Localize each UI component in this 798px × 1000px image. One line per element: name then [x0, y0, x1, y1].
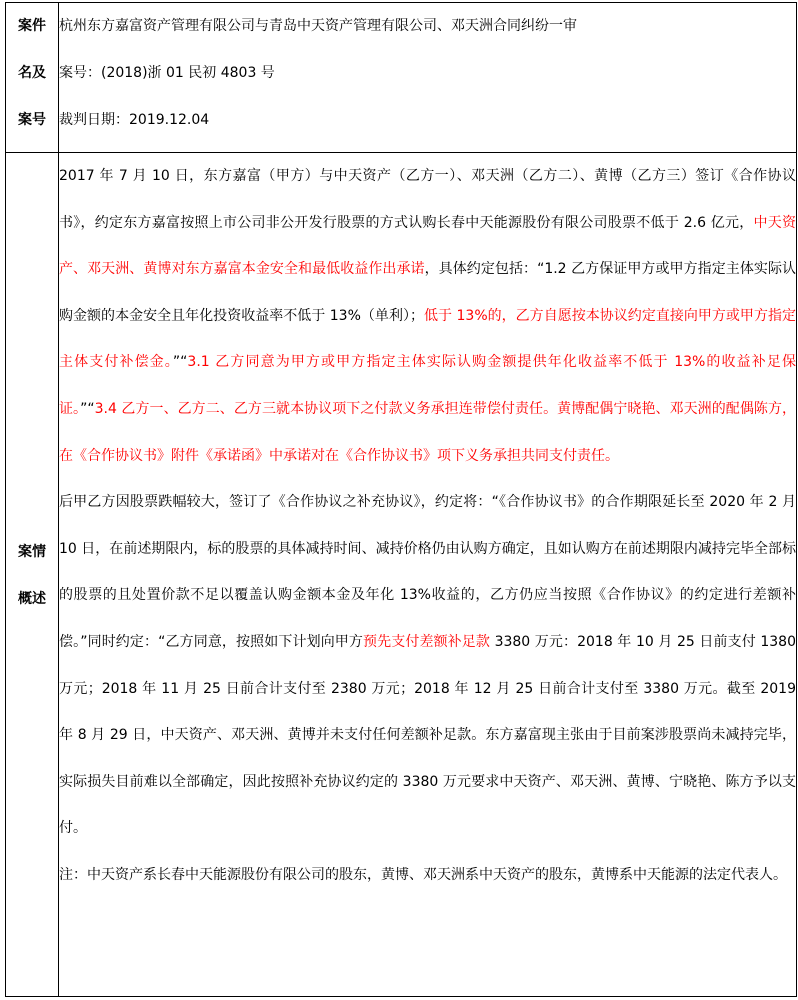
case-summary-content	[59, 153, 797, 997]
p1-seg-highlight: 低于 13%的，乙方自愿按本协议约定直接向甲方或甲方指定主体支付补偿金。	[59, 307, 796, 371]
summary-paragraph-2	[59, 479, 796, 852]
summary-paragraph-1	[59, 153, 796, 479]
case-number: 案号：(2018)浙 01 民初 4803 号	[59, 65, 275, 81]
case-label-line-1: 案件	[18, 18, 46, 34]
case-table	[5, 2, 797, 997]
summary-label-line-1: 案情	[18, 544, 46, 560]
p1-seg: ，具体约定包括：“1.2 乙方保证甲方或甲方指定主体实际认购金额的本金安全且年化投资收益率不低于 13%（单利）；	[59, 261, 796, 324]
p1-seg-highlight: 中天资产、邓天洲、黄博对东方嘉富本金安全和最低收益作出承诺	[59, 214, 797, 278]
p2-seg: 后甲乙方因股票跌幅较大，签订了《合作协议之补充协议》，约定将：“《合作协议书》的合作期限延长至 2020 年 2 月 10 日，在前述期限内，标的股票的具体减持时间、减持价格仍由认购方确定，且如认购方在前述期限内减持完毕全部标的股票的且处置价款不足以覆盖认购金额本金及年化 13%收益的，乙方仍应当按照《合作协议》的约定进行差额补偿。”同时约定：“乙方同意，按照如下计划向甲方	[59, 494, 796, 650]
summary-note: 注：中天资产系长春中天能源股份有限公司的股东，黄博、邓天洲系中天资产的股东，黄博系中天能源的法定代表人。	[59, 866, 787, 883]
case-header-row	[6, 3, 797, 153]
p1-seg-highlight: 3.4 乙方一、乙方二、乙方三就本协议项下之付款义务承担连带偿付责任。黄博配偶宁晓艳、邓天洲的配偶陈方，在《合作协议书》附件《承诺函》中承诺对在《合作协议书》项下义务承担共同支付责任。	[59, 400, 797, 464]
p1-seg-highlight: 3.1 乙方同意为甲方或甲方指定主体实际认购金额提供年化收益率不低于 13%的收益补足保证。	[59, 354, 797, 417]
p2-seg-highlight: 预先支付差额补足款	[363, 633, 491, 650]
p2-seg: 3380 万元：2018 年 10 月 25 日前支付 1380 万元；2018 年 11 月 25 日前合计支付至 2380 万元；2018 年 12 月 25 日前合计支付至 3380 万元。截至 2019 年 8 月 29 日，中天资产、邓天洲、黄博并未支付任何差额补足款。东方嘉富现主张由于目前案涉股票尚未减持完毕，实际损失目前难以全部确定，因此按照补充协议约定的 3380 万元要求中天资产、邓天洲、黄博、宁晓艳、陈方予以支付。	[59, 633, 796, 837]
case-name-label-cell	[6, 3, 59, 153]
p1-seg: ”“	[172, 354, 188, 371]
case-header-content	[59, 3, 797, 153]
p1-seg: 2017 年 7 月 10 日，东方嘉富（甲方）与中天资产（乙方一）、邓天洲（乙方二）、黄博（乙方三）签订《合作协议书》，约定东方嘉富按照上市公司非公开发行股票的方式认购长春中天能源股份有限公司股票不低于 2.6 亿元，	[59, 168, 796, 231]
summary-label-line-2: 概述	[18, 591, 46, 607]
judgment-date: 裁判日期：2019.12.04	[59, 112, 210, 128]
case-title: 杭州东方嘉富资产管理有限公司与青岛中天资产管理有限公司、邓天洲合同纠纷一审	[59, 18, 577, 34]
case-summary-row	[6, 153, 797, 997]
case-label-line-3: 案号	[18, 112, 46, 128]
p1-seg: ”“	[80, 400, 95, 417]
case-summary-label-cell	[6, 153, 59, 997]
case-label-line-2: 名及	[18, 65, 46, 81]
